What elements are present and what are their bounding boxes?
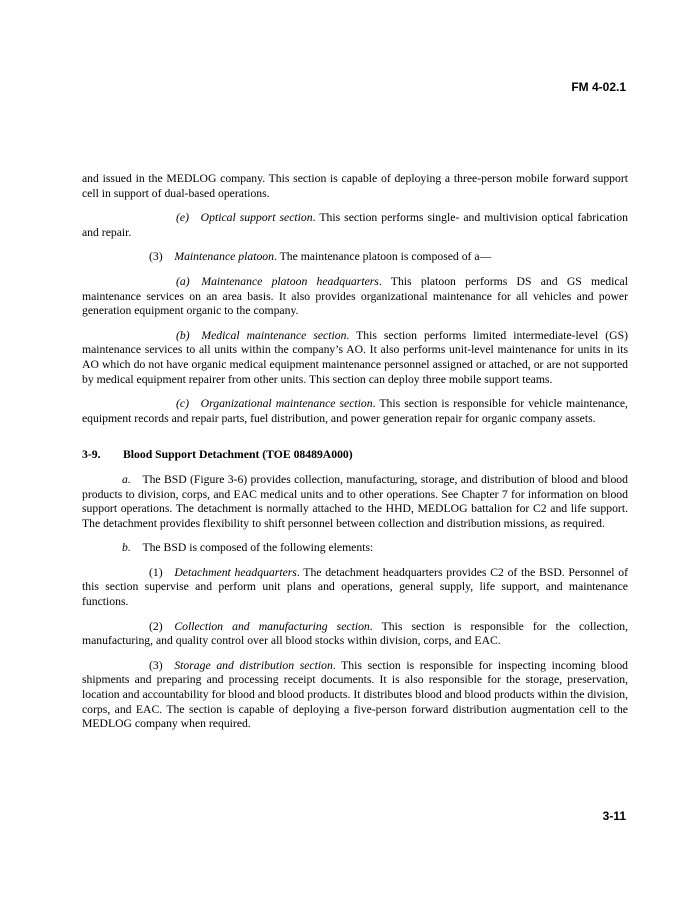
paragraph-label: (b) [176,328,190,342]
paragraph-bsd-elements [82,541,628,556]
paragraph-label: (3) [149,250,163,264]
paragraph-label: (a) [176,274,190,288]
paragraph-label: (c) [176,397,189,411]
paragraph-title: Optical support section [200,211,313,225]
paragraph-text: The BSD is composed of the following elements: [142,541,374,555]
paragraph-label: (1) [149,565,163,579]
paragraph-title: Maintenance platoon headquarters [201,274,379,288]
paragraph-label: b. [122,541,131,555]
paragraph-label: (e) [176,211,189,225]
paragraph-detachment-headquarters [82,566,628,610]
document-id: FM 4-02.1 [571,80,626,94]
paragraph-collection-manufacturing [82,620,628,649]
body-text [82,172,628,742]
paragraph-organizational-maintenance [82,397,628,426]
paragraph-text: . This section is responsible for vehicle maintenance, equipment records and repair parts, fuel distribution, and power generation repair for organic company assets. [82,397,628,425]
paragraph-title: Maintenance platoon [174,250,274,264]
paragraph-label: (2) [149,619,163,633]
paragraph-storage-distribution [82,659,628,732]
paragraph-medlog-continuation: and issued in the MEDLOG company. This section is capable of deploying a three-person mobile forward support cell in support of dual-based operations. [82,172,628,200]
paragraph-title: Detachment headquarters [174,565,297,579]
paragraph-text: . This section is responsible for inspecting incoming blood shipments and preparing and processing receipt documents. It is also responsible for the storage, preservation, location and accountability for blood and blood products. It distributes blood and blood products within the division, corps, and EAC. The section is capable of deploying a five-person forward distribution augmentation cell to the MEDLOG company when required. [82,658,629,731]
paragraph-title: Organizational maintenance section [200,397,373,411]
paragraph-label: a. [122,472,131,486]
paragraph-medical-maintenance [82,329,628,387]
paragraph-text: . This section performs single- and multivision optical fabrication and repair. [82,211,628,239]
section-number: 3-9. [82,448,101,462]
paragraph-title: Storage and distribution section [174,658,333,672]
paragraph-text: . This section is responsible for the collection, manufacturing, and quality control over all blood stocks within division, corps, and EAC. [82,619,628,648]
paragraph-text: . The detachment headquarters provides C2 of the BSD. Personnel of this section supervise and perform unit plans and operations, general supply, life support, and maintenance functions. [82,565,628,609]
paragraph-platoon-headquarters [82,275,628,319]
page-number: 3-11 [602,809,626,823]
section-heading [82,448,628,463]
paragraph-title: Medical maintenance section [201,328,347,342]
paragraph-text: . This platoon performs DS and GS medical maintenance services on an area basis. It also provides organizational maintenance for all vehicles and power generation equipment organic to the company. [82,274,628,318]
paragraph-text: . The maintenance platoon is composed of a— [273,250,492,264]
paragraph-text: The BSD (Figure 3-6) provides collection, manufacturing, storage, and distribution of blood and blood products to division, corps, and EAC medical units and to other operations. See Chapter 7 for information on blood support operations. The detachment is normally attached to the HHD, MEDLOG battalion for C2 and life support. The detachment provides flexibility to shift personnel between collection and distribution missions, as required. [82,472,628,530]
paragraph-bsd-overview [82,473,628,531]
paragraph-optical-support [82,211,628,240]
paragraph-title: Collection and manufacturing section [174,619,370,633]
paragraph-text: . This section performs limited intermediate-level (GS) maintenance services to all units within the company’s AO. It also performs unit-level maintenance for units in its AO which do not have organic medical equipment maintenance personnel assigned or attached, or are not supported by medical equipment repairer from other units. This section can deploy three mobile support teams. [82,328,628,386]
paragraph-label: (3) [149,658,163,672]
paragraph-maintenance-platoon [82,250,628,265]
section-title: Blood Support Detachment (TOE 08489A000) [123,448,353,462]
